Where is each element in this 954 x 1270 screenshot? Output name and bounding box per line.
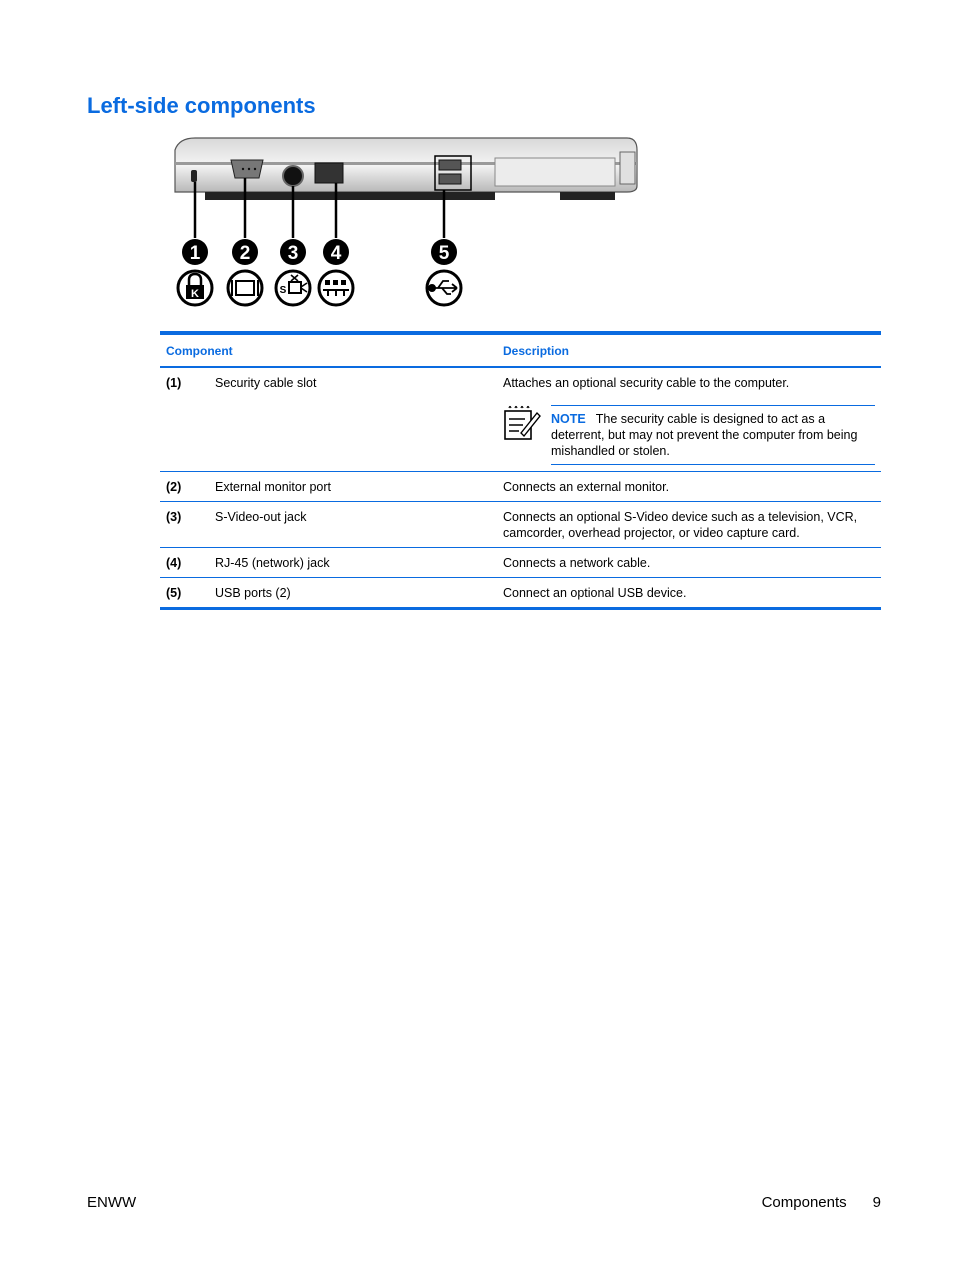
callout-4 [323,239,349,265]
row-number: (2) [166,480,182,494]
callout-5 [431,239,457,265]
footer-right [762,1194,881,1211]
components-table [160,331,881,610]
svg-text:5: 5 [438,243,450,264]
description-text: Attaches an optional security cable to the computer. [503,376,790,390]
row-number: (4) [166,556,182,570]
row-number: (1) [166,376,182,390]
svg-text:4: 4 [330,243,342,264]
note-block [503,405,875,465]
component-name: Security cable slot [215,376,317,390]
note-label: NOTE [551,412,586,426]
callout-2 [232,239,258,265]
network-icon [319,271,353,305]
laptop-left-side-figure [165,130,645,320]
security-slot-port [191,170,197,182]
usb-icon [427,271,461,305]
callout-3 [280,239,306,265]
table-row [160,578,881,607]
note-text: The security cable is designed to act as a deterrent, but may not prevent the computer from being mishandled or stolen. [551,412,858,458]
table-header [160,335,881,368]
row-number: (5) [166,586,182,600]
component-name: S-Video-out jack [215,510,307,524]
component-name: External monitor port [215,480,332,494]
row-number: (3) [166,510,182,524]
monitor-port [231,160,263,178]
component-description [497,375,881,465]
callout-1 [182,239,208,265]
note-box [551,405,875,465]
s-video-port [283,166,303,186]
table-row [160,502,881,548]
description-column-header: Description [503,343,570,358]
footer-left-label: ENWW [87,1194,137,1211]
component-name: RJ-45 (network) jack [215,556,330,570]
table-row [160,472,881,502]
svg-text:S: S [279,285,287,296]
table-row [160,368,881,472]
svg-text:2: 2 [239,243,251,264]
svg-text:K: K [191,288,199,300]
monitor-icon [228,271,262,305]
component-name: USB ports (2) [215,586,291,600]
s-video-icon [276,271,310,305]
component-description: Connects a network cable. [503,556,651,570]
component-column-header: Component [166,343,233,358]
page-number: 9 [872,1194,881,1211]
component-description: Connects an optional S-Video device such as a television, VCR, camcorder, overhead projector, or video capture card. [503,510,858,540]
note-pad-icon [503,405,551,441]
component-description: Connect an optional USB device. [503,586,687,600]
table-row [160,548,881,578]
svg-text:3: 3 [287,243,299,264]
lock-icon [178,271,212,305]
network-port [315,163,343,183]
component-description: Connects an external monitor. [503,480,670,494]
svg-text:1: 1 [189,243,201,264]
page-title: Left-side components [87,93,316,118]
footer-section-label: Components [761,1194,847,1211]
